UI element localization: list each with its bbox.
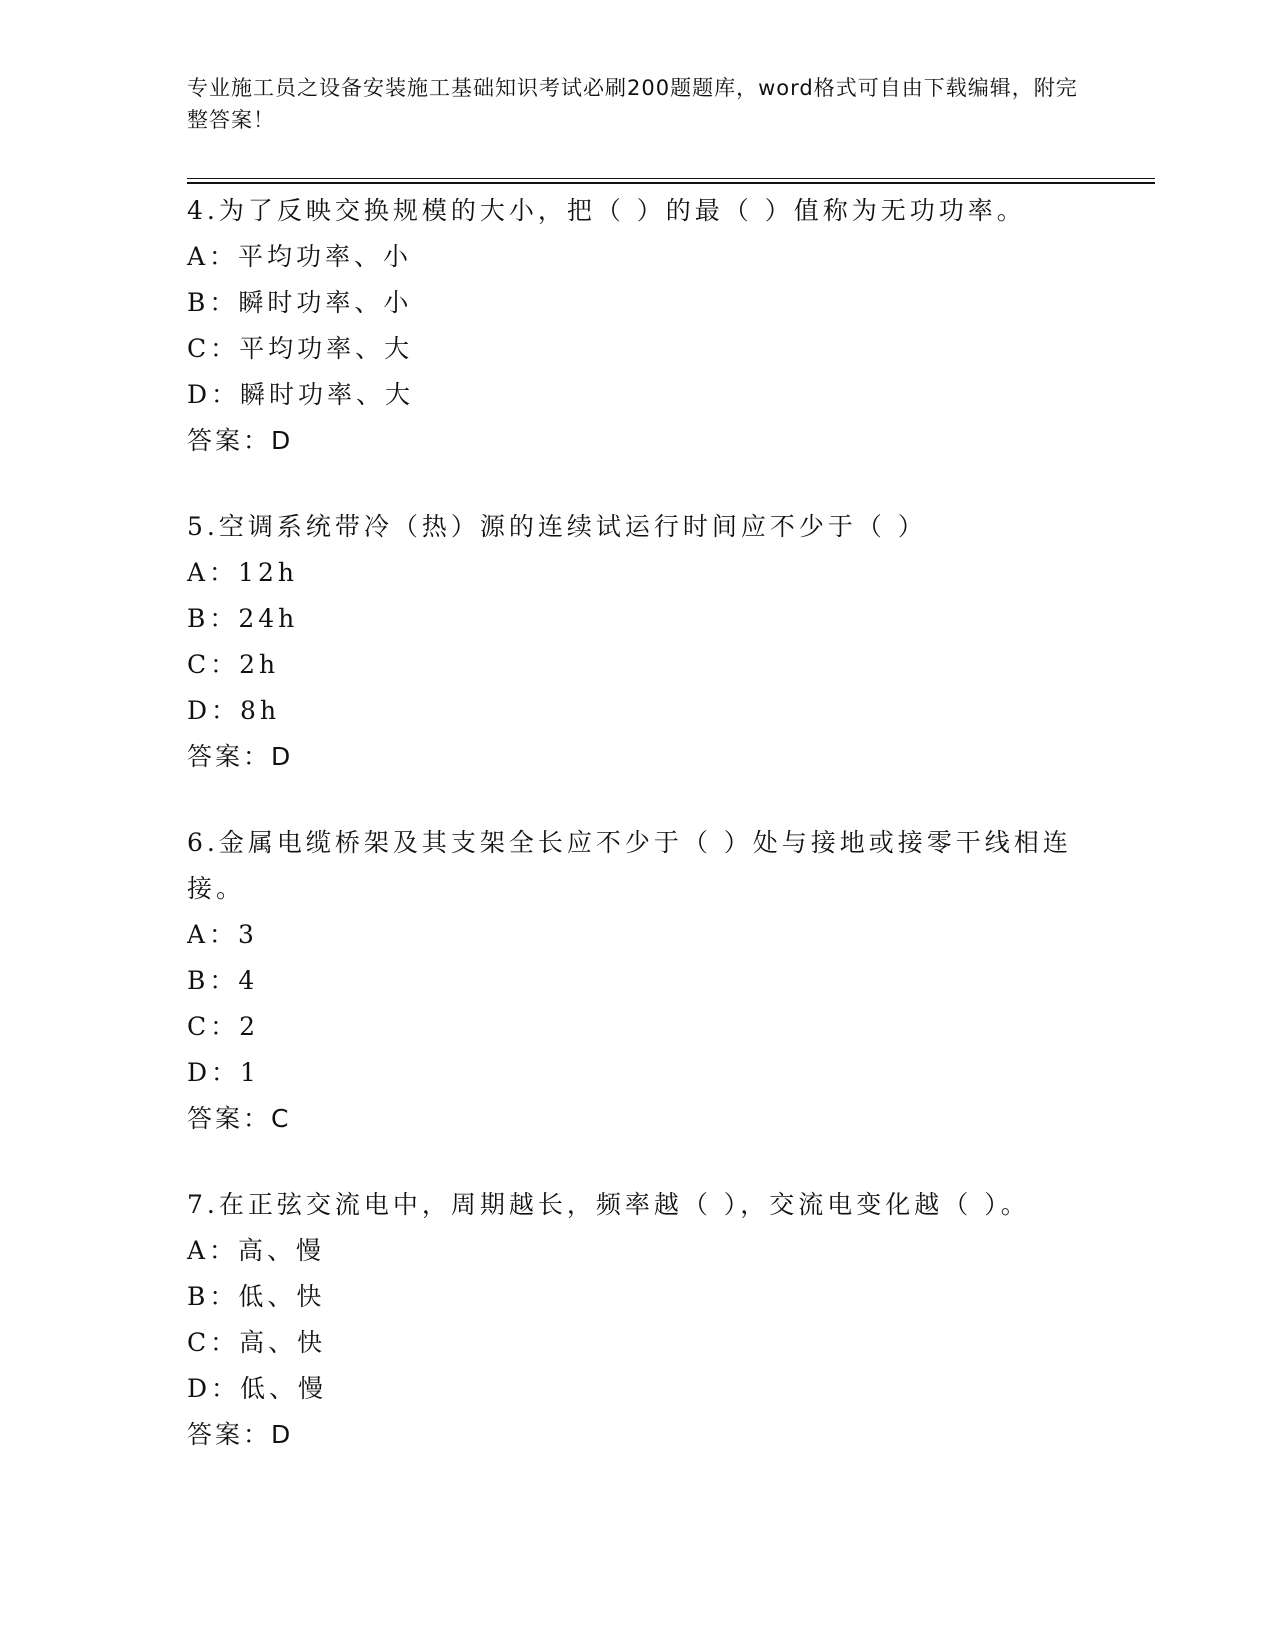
option-c: C：高、快 [187, 1328, 327, 1357]
header-divider-thick [187, 182, 1155, 184]
option-a: A：高、慢 [187, 1236, 326, 1265]
answer: 答案：D [187, 426, 294, 455]
option-a: A：平均功率、小 [187, 242, 413, 271]
question-stem: 4.为了反映交换规模的大小，把（ ）的最（ ）值称为无功功率。 [187, 196, 1026, 225]
option-c: C：2 [187, 1012, 260, 1041]
option-b: B：4 [187, 966, 259, 995]
option-d: D：8h [187, 696, 281, 725]
answer: 答案：D [187, 742, 294, 771]
document-header: 专业施工员之设备安装施工基础知识考试必刷200题题库，word格式可自由下载编辑，附完整答案！ [187, 76, 1078, 132]
option-c: C：2h [187, 650, 280, 679]
question-stem: 7.在正弦交流电中，周期越长，频率越（ ），交流电变化越（ ）。 [187, 1190, 1030, 1219]
header-divider-thin [187, 178, 1155, 179]
question-4 [187, 188, 1087, 464]
question-list [187, 188, 1087, 1498]
question-stem: 6.金属电缆桥架及其支架全长应不少于（ ）处与接地或接零干线相连接。 [187, 828, 1072, 903]
question-6 [187, 820, 1087, 1142]
option-a: A：12h [187, 558, 298, 587]
option-c: C：平均功率、大 [187, 334, 414, 363]
option-a: A：3 [187, 920, 258, 949]
question-stem: 5.空调系统带冷（热）源的连续试运行时间应不少于（ ） [187, 512, 927, 541]
question-5 [187, 504, 1087, 780]
option-b: B：24h [187, 604, 299, 633]
answer: 答案：D [187, 1420, 294, 1449]
option-b: B：瞬时功率、小 [187, 288, 413, 317]
option-d: D：瞬时功率、大 [187, 380, 415, 409]
option-d: D：低、慢 [187, 1374, 328, 1403]
answer: 答案：C [187, 1104, 292, 1133]
option-b: B：低、快 [187, 1282, 326, 1311]
option-d: D：1 [187, 1058, 260, 1087]
question-7 [187, 1182, 1087, 1458]
